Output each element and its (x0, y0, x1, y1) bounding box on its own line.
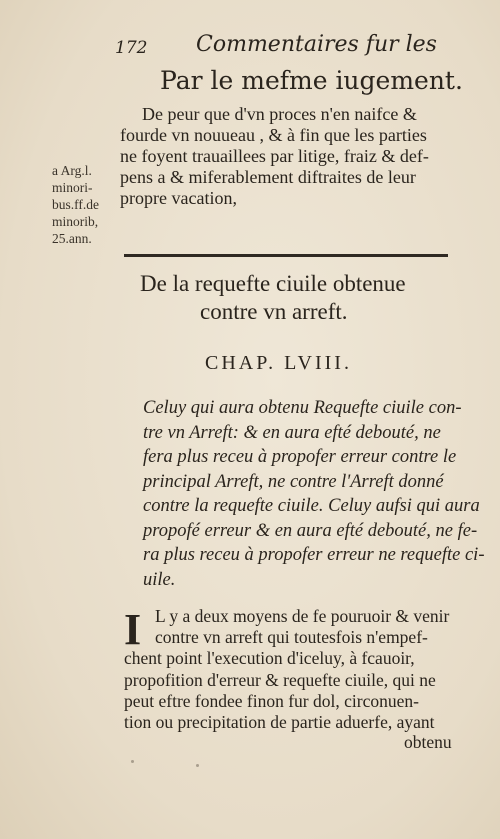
paper-speck (196, 764, 199, 767)
chapter-summary (143, 396, 484, 592)
chapter-label: CHAP. LVIII. (205, 352, 352, 374)
margin-note-line: 25.ann. (52, 231, 92, 246)
section-title: Par le mefme iugement. (160, 66, 463, 95)
summary-line: Celuy qui aura obtenu Requefte ciuile con- (143, 398, 462, 418)
summary-line: fera plus receu à propofer erreur contre le (143, 447, 457, 467)
paragraph-2-line: tion ou precipitation de partie aduerfe, ayant (124, 712, 435, 733)
margin-note-line: a Arg.l. (52, 163, 92, 178)
summary-line: uile. (143, 569, 176, 590)
paragraph-2-line: L y a deux moyens de fe pouruoir & venir (155, 606, 450, 626)
summary-line: propofé erreur & en aura efté debouté, ne fe- (143, 520, 478, 541)
paragraph-1 (120, 104, 429, 209)
chapter-heading-line: contre vn arreft. (200, 299, 348, 324)
chapter-heading-line: De la requefte ciuile obtenue (140, 271, 406, 296)
margin-note-line: minori- (52, 180, 93, 195)
summary-line: ra plus receu à propofer erreur ne requefte ci- (143, 545, 485, 565)
margin-note-line: minorib, (52, 214, 99, 229)
paragraph-2-line: propofition d'erreur & requefte ciuile, qui ne (124, 669, 436, 690)
summary-line: tre vn Arreft: & en aura efté debouté, ne (143, 422, 441, 443)
running-title: Commentaires fur les (196, 32, 437, 57)
catchword: obtenu (404, 732, 452, 752)
page-number: 172 (115, 38, 148, 58)
paragraph-1-line: ne foyent trauaillees par litige, fraiz & def- (120, 146, 429, 166)
section-divider (124, 254, 448, 257)
summary-line: contre la requefte ciuile. Celuy aufsi qui aura (143, 496, 480, 516)
paragraph-2-line: contre vn arreft qui toutesfois n'empef- (155, 627, 428, 648)
margin-note (52, 162, 99, 247)
paragraph-2-line: chent point l'execution d'iceluy, à fcauoir, (124, 648, 415, 669)
paragraph-2-line: peut eftre fondee finon fur dol, circonuen- (124, 690, 419, 711)
paper-speck (131, 760, 134, 763)
paragraph-2 (124, 606, 449, 733)
paragraph-1-line: fourde vn nouueau , & à fin que les parties (120, 125, 427, 145)
chapter-heading (140, 270, 406, 326)
margin-note-line: bus.ff.de (52, 197, 99, 212)
summary-line: principal Arreft, ne contre l'Arreft donné (143, 471, 444, 492)
paragraph-1-line: propre vacation, (120, 188, 237, 208)
paragraph-1-line: De peur que d'vn proces n'en naifce & (142, 104, 417, 124)
drop-cap: I (124, 605, 142, 654)
paragraph-1-line: pens a & miferablement diftraites de leur (120, 167, 416, 187)
